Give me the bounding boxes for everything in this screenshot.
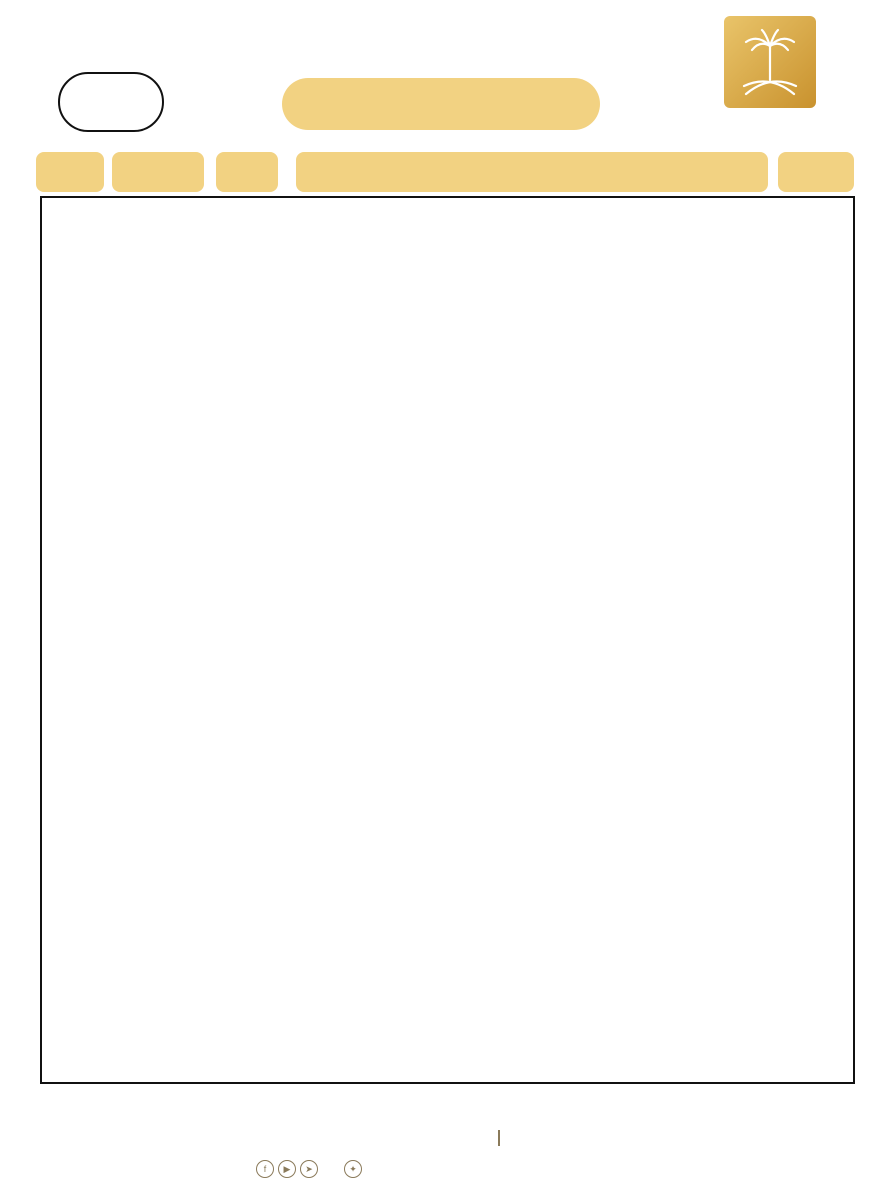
twitter-icon[interactable]: ✦ — [344, 1160, 362, 1178]
column-header-material — [296, 152, 768, 192]
footer-title — [300, 1130, 500, 1150]
page-number — [58, 72, 164, 132]
facebook-icon[interactable]: f — [256, 1160, 274, 1178]
palm-swords-emblem-icon — [724, 16, 816, 108]
column-header-episode — [216, 152, 278, 192]
station-logo — [720, 16, 820, 142]
schedule-table — [40, 196, 855, 1084]
footer-divider — [498, 1130, 500, 1146]
footer-social-links — [256, 1158, 366, 1180]
date-title — [282, 78, 600, 130]
telegram-icon[interactable]: ➤ — [300, 1160, 318, 1178]
youtube-icon[interactable]: ▶ — [278, 1160, 296, 1178]
column-header-material-number — [112, 152, 204, 192]
column-header-time — [778, 152, 854, 192]
column-header-duration — [36, 152, 104, 192]
